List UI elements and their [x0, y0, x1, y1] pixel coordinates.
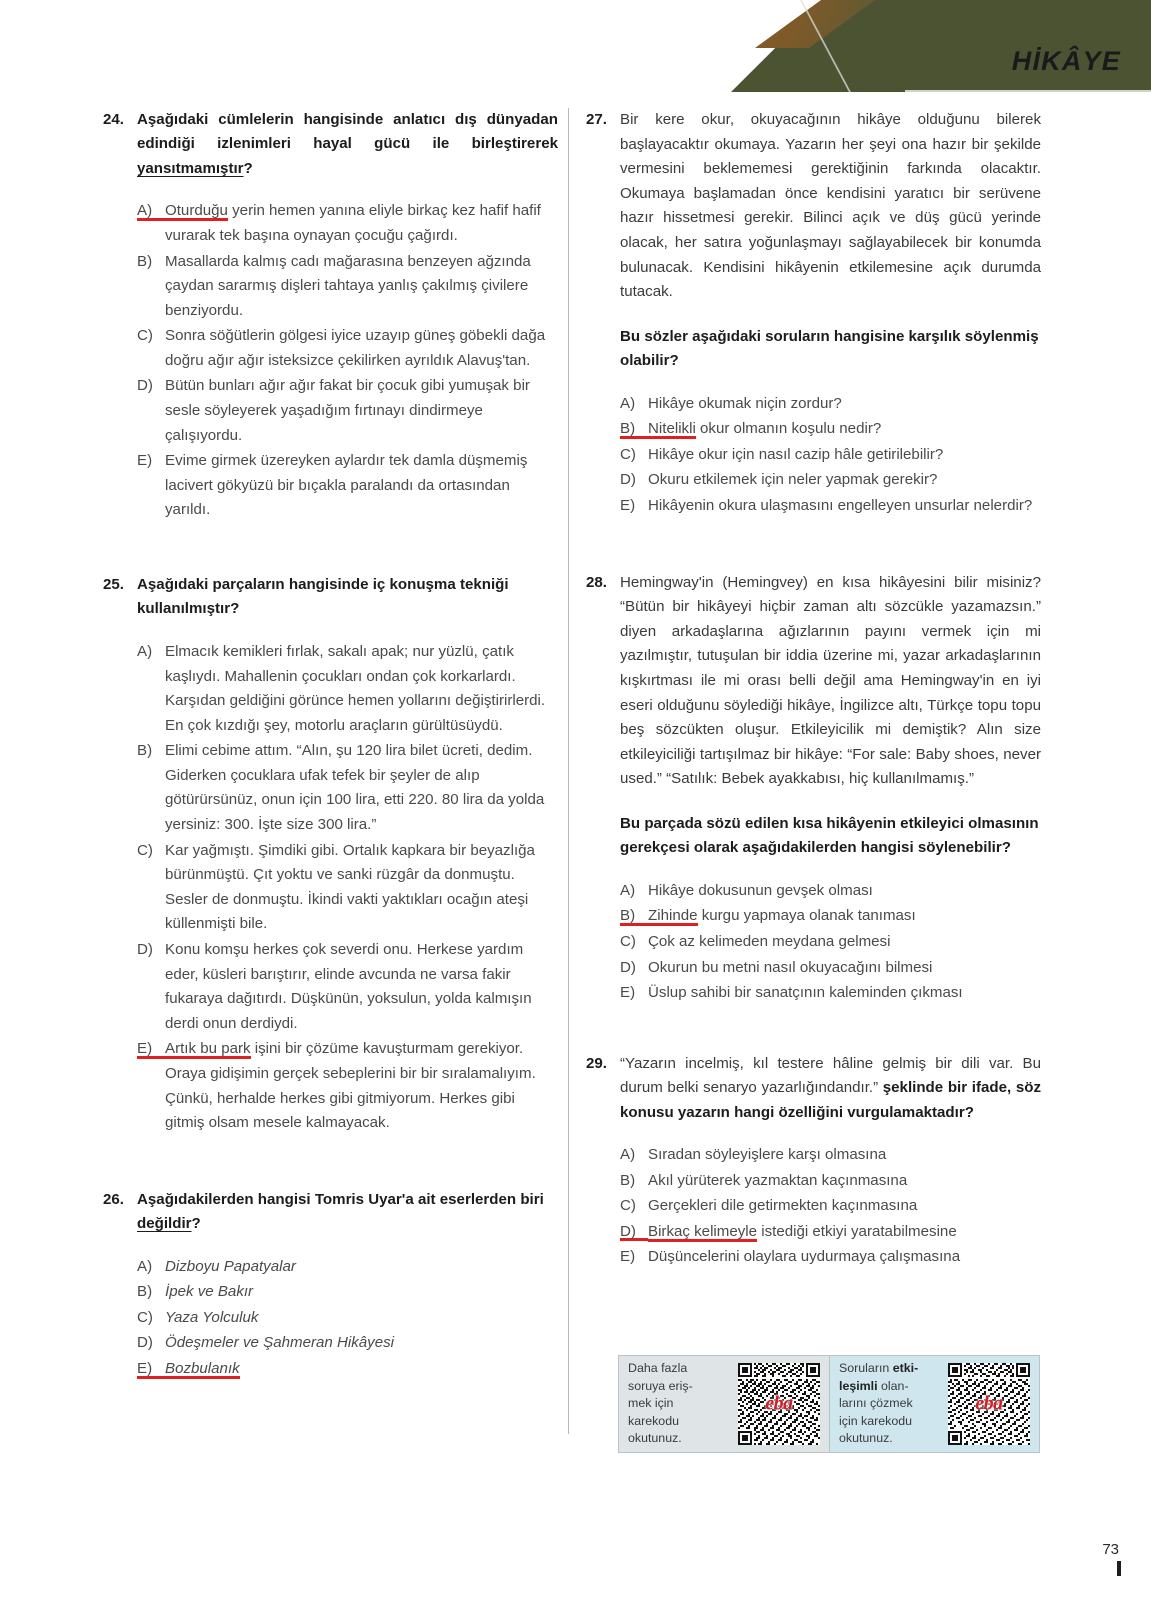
qr-box-b-text: [839, 1360, 942, 1448]
option-a[interactable]: [620, 1143, 1041, 1168]
option-b[interactable]: [137, 739, 558, 837]
option-c-text: Sonra söğütlerin gölgesi iyice uzayıp güneş göbekli dağa doğru ağır ağır isteksizce çekilirken ayrıldık Alavuş'tan.: [165, 327, 546, 369]
qr-b-line3: larını çözmek: [839, 1396, 913, 1411]
q24-prompt-underlined: yansıtmamıştır: [137, 159, 244, 177]
option-b-rest: okur olmanın koşulu nedir?: [695, 420, 882, 438]
option-d-letter: D): [137, 377, 153, 395]
option-e-text: [165, 1037, 558, 1135]
qr-a-line2: soruya eriş-: [628, 1378, 693, 1393]
option-a-highlight: Oturduğu: [165, 202, 228, 220]
qr-b-plain1: Soruların: [839, 1360, 893, 1375]
qr-code-icon[interactable]: [948, 1363, 1030, 1445]
option-b[interactable]: [620, 417, 1041, 442]
q26-prompt-part2: ?: [191, 1215, 201, 1233]
option-e-text: [165, 1357, 558, 1382]
option-c-letter: C): [137, 327, 153, 345]
option-e[interactable]: [620, 1245, 1041, 1270]
option-a[interactable]: [137, 1255, 558, 1280]
option-c-text: Çok az kelimeden meydana gelmesi: [648, 933, 891, 950]
option-d-letter: D): [620, 958, 636, 976]
option-d[interactable]: [620, 468, 1041, 493]
option-e-letter: E): [620, 984, 636, 1002]
left-column: [103, 108, 558, 1412]
option-a-letter: A): [137, 1257, 153, 1275]
question-25-number: 25.: [103, 576, 124, 594]
question-29: [586, 1052, 1041, 1270]
qr-footer: [618, 1355, 1040, 1453]
q26-prompt-part1: Aşağıdakilerden hangisi Tomris Uyar'a ait eserlerden biri: [137, 1190, 544, 1208]
option-a-text: Dizboyu Papatyalar: [165, 1257, 296, 1275]
qr-box-more-questions[interactable]: [619, 1356, 829, 1452]
question-29-number: 29.: [586, 1054, 607, 1072]
option-a-rest: yerin hemen yanına eliyle birkaç kez hafif hafif vurarak tek başına oynayan çocuğu çağırdı.: [165, 202, 541, 244]
option-c[interactable]: [137, 1306, 558, 1331]
option-e-rest: işini bir çözüme kavuşturmam gerekiyor. Oraya gidişimin gerçek sebeplerini bir bir sıralamalıyım. Çünkü, herhalde herkes gibi gitmiyorum. Herkes gibi gitmiş olsam mesele kalmayacak.: [165, 1040, 536, 1132]
qr-a-line1: Daha fazla: [628, 1360, 688, 1375]
option-a[interactable]: [137, 640, 558, 738]
option-e[interactable]: [137, 1037, 558, 1135]
option-d-letter: D): [620, 471, 636, 489]
option-b-letter: B): [620, 417, 648, 442]
question-27-options: [620, 392, 1041, 519]
option-d-letter: D): [137, 1334, 153, 1352]
question-24: [103, 108, 558, 523]
question-29-options: [620, 1143, 1041, 1270]
question-26-prompt: [137, 1188, 558, 1237]
option-e[interactable]: [137, 449, 558, 523]
option-a-text: Hikâye dokusunun gevşek olması: [648, 881, 873, 899]
question-24-options: [137, 199, 558, 523]
option-d-text: Ödeşmeler ve Şahmeran Hikâyesi: [165, 1334, 395, 1352]
option-c-text: Kar yağmıştı. Şimdiki gibi. Ortalık kapkara bir beyazlığa bürünmüştü. Çıt yoktu ve sanki rüzgâr da donmuştu. Sesler de donmuştu. İkindi vakti yaktıkları ocağın ateşi küllenmişti bile.: [165, 841, 535, 933]
qr-box-a-text: [628, 1360, 732, 1448]
page-title: HİKÂYE: [1011, 46, 1121, 76]
option-b-text: İpek ve Bakır: [165, 1283, 254, 1301]
option-c-text: Hikâye okur için nasıl cazip hâle getirilebilir?: [648, 445, 944, 463]
q29-quote-bold: şeklinde bir ifade, söz konusu yazarın hangi özelliğini vurgulamaktadır?: [620, 1079, 1042, 1121]
page-number-bar: [1117, 1561, 1121, 1576]
option-a-text: Hikâye okumak niçin zordur?: [648, 394, 842, 412]
qr-b-line2: [839, 1378, 942, 1396]
option-b[interactable]: [137, 250, 558, 324]
option-c-letter: C): [620, 445, 636, 463]
option-e[interactable]: [620, 494, 1041, 519]
option-b-highlight: Nitelikli: [648, 420, 696, 438]
option-a[interactable]: [137, 199, 558, 248]
qr-b-line5: okutunuz.: [839, 1431, 893, 1446]
option-e-letter: E): [137, 452, 153, 470]
option-a[interactable]: [620, 879, 1041, 904]
option-e-text: Hikâyenin okura ulaşmasını engelleyen unsurlar nelerdir?: [648, 497, 1033, 514]
q29-quote: “Yazarın incelmiş, kıl testere hâline gelmiş bir dili var. Bu durum belki senaryo yazarlığındandır.”: [620, 1054, 1041, 1097]
question-26: [103, 1188, 558, 1382]
option-c-letter: C): [137, 1308, 153, 1326]
option-d[interactable]: [137, 1331, 558, 1356]
option-c-text: Gerçekleri dile getirmekten kaçınmasına: [648, 1197, 918, 1215]
question-26-heading: [103, 1188, 558, 1237]
question-29-prompt: [620, 1052, 1041, 1125]
option-c-letter: C): [620, 933, 636, 950]
option-d-text: Okurun bu metni nasıl okuyacağını bilmesi: [648, 958, 933, 976]
option-c[interactable]: [137, 839, 558, 937]
option-d[interactable]: [620, 1220, 1041, 1245]
question-25: [103, 573, 558, 1136]
option-b-text: [648, 904, 1041, 929]
option-b-text: Akıl yürüterek yazmaktan kaçınmasına: [648, 1171, 908, 1189]
option-b-rest: kurgu yapmaya olanak tanıması: [697, 907, 916, 925]
qr-b-line4: için karekodu: [839, 1413, 913, 1428]
option-d[interactable]: [137, 374, 558, 448]
option-b[interactable]: [620, 1169, 1041, 1194]
option-b-letter: B): [137, 252, 153, 270]
question-28-heading: [586, 571, 1041, 792]
qr-code-icon[interactable]: [738, 1363, 820, 1445]
option-e-highlight: Bozbulanık: [165, 1360, 240, 1378]
option-b-letter: B): [620, 904, 648, 929]
option-b-highlight: Zihinde: [648, 907, 698, 925]
option-c-letter: C): [620, 1197, 636, 1215]
option-e-letter: E): [620, 1248, 636, 1266]
question-24-heading: [103, 108, 558, 181]
eba-logo: eba: [765, 1392, 793, 1415]
question-27-passage: Bir kere okur, okuyacağının hikâye olduğunu bilerek başlayacaktır okumaya. Yazarın her şeyi ona hazır bir şekilde vermesini beklememesi gerektiğinin farkında olacaktır. Okumaya başlamadan önce kendisini yaratıcı bir serüvene hazır hissetmesi gerekir. Bilinci açık ve düş gücü yerinde olacak, her satıra yoğunlaşmayı sağlayabilecek bir konumda bulunacak. Kendisini hikâyenin etkilemesine açık durumda tutacak.: [620, 111, 1041, 301]
column-divider: [568, 108, 569, 1434]
option-c-text: Yaza Yolculuk: [165, 1308, 259, 1326]
option-b-text: Masallarda kalmış cadı mağarasına benzeyen ağzında çaydan sararmış dişleri tahtaya yanlış çakılmış çivilere benziyordu.: [165, 252, 531, 319]
q26-prompt-underlined: değildir: [137, 1215, 192, 1233]
option-c-letter: C): [137, 841, 153, 859]
option-a-letter: A): [620, 881, 636, 899]
option-b-letter: B): [620, 1171, 636, 1189]
question-26-number: 26.: [103, 1190, 124, 1208]
question-27-heading: [586, 108, 1041, 305]
question-24-number: 24.: [103, 111, 124, 128]
qr-a-line3: mek için: [628, 1396, 674, 1411]
option-d[interactable]: [137, 938, 558, 1036]
qr-b-bold2: leşimli: [839, 1378, 878, 1393]
q24-prompt-part2: ?: [243, 159, 253, 177]
option-e[interactable]: [137, 1357, 558, 1382]
option-a-letter: A): [620, 1146, 636, 1164]
question-28: [586, 571, 1041, 1006]
qr-a-line4: karekodu: [628, 1413, 679, 1428]
option-e[interactable]: [620, 981, 1041, 1006]
qr-b-line1: [839, 1360, 942, 1378]
question-25-heading: [103, 573, 558, 622]
option-a-letter: A): [137, 642, 153, 660]
question-27-number: 27.: [586, 111, 607, 128]
option-e-text: Düşüncelerini olaylara uydurmaya çalışmasına: [648, 1248, 961, 1266]
option-d-text: [648, 1220, 1041, 1245]
option-b-text: [648, 417, 1041, 442]
option-b[interactable]: [620, 904, 1041, 929]
option-a-text: [165, 199, 558, 248]
eba-logo: eba: [975, 1392, 1003, 1415]
q24-prompt-part1: Aşağıdaki cümlelerin hangisinde anlatıcı dış dünyadan edindiği izlenimleri hayal gücü ile birleştirerek: [137, 111, 558, 153]
option-b[interactable]: [137, 1280, 558, 1305]
option-d-highlight: Birkaç kelimeyle: [648, 1222, 758, 1240]
option-c[interactable]: [620, 930, 1041, 955]
option-d-rest: istediği etkiyi yaratabilmesine: [757, 1222, 957, 1240]
header-underline-rule: [905, 90, 1151, 92]
content-columns: [0, 108, 1151, 1508]
option-d-letter: D): [620, 1220, 648, 1245]
option-b-text: Elimi cebime attım. “Alın, şu 120 lira bilet ücreti, dedim. Giderken çocuklara ufak tefek bir şeyler de alıp götürürsünüz, onun için 100 lira, etti 220. 80 lira da yolda yersiniz: 300. İşte size 300 lira.”: [165, 742, 545, 834]
option-d-text: Okuru etkilemek için neler yapmak gerekir?: [648, 471, 938, 489]
option-e-text: Üslup sahibi bir sanatçının kaleminden çıkması: [648, 984, 963, 1002]
option-b-letter: B): [137, 1283, 153, 1301]
question-26-options: [137, 1255, 558, 1382]
qr-box-interactive-questions[interactable]: [829, 1356, 1039, 1452]
option-c[interactable]: [137, 324, 558, 373]
question-27-subquestion: Bu sözler aşağıdaki soruların hangisine karşılık söylenmiş olabilir?: [620, 327, 1039, 370]
option-d[interactable]: [620, 956, 1041, 981]
option-c[interactable]: [620, 1194, 1041, 1219]
option-a-letter: A): [620, 394, 636, 412]
qr-b-bold1: etki-: [892, 1360, 919, 1375]
option-e-letter: E): [137, 1357, 165, 1382]
question-25-options: [137, 640, 558, 1136]
qr-b-plain2: olan-: [877, 1378, 909, 1393]
option-a[interactable]: [620, 392, 1041, 417]
option-d-letter: D): [137, 941, 153, 959]
question-29-heading: [586, 1052, 1041, 1125]
option-a-text: Elmacık kemikleri fırlak, sakalı apak; nur yüzlü, çatık kaşlıydı. Mahallenin çocukları ondan çok korkarlardı. Karşıdan geldiğini görünce hemen yollarını değiştirirlerdi. En çok kızdığı şey, motorlu araçların gürültüsüydü.: [165, 642, 546, 734]
option-b-letter: B): [137, 742, 153, 760]
option-c[interactable]: [620, 443, 1041, 468]
page-header: [0, 0, 1151, 96]
option-e-letter: E): [137, 1037, 165, 1062]
right-column: [586, 108, 1041, 1300]
question-28-number: 28.: [586, 573, 607, 591]
option-a-letter: A): [137, 199, 165, 224]
option-d-text: Konu komşu herkes çok severdi onu. Herkese yardım eder, küsleri barıştırır, elinde avcunda ne varsa fakir fukaraya dağıtırdı. Düşkünün, yoksulun, yolda kalmışın derdi onun derdiydi.: [165, 941, 532, 1032]
option-e-highlight: Artık bu park: [165, 1040, 251, 1058]
page-number: 73: [1102, 1541, 1119, 1558]
question-28-subquestion: Bu parçada sözü edilen kısa hikâyenin etkileyici olmasının gerekçesi olarak aşağıdakilerden hangisi söylenebilir?: [620, 814, 1039, 857]
option-e-text: Evime girmek üzereyken aylardır tek damla düşmemiş lacivert gökyüzü bir bıçakla paralandı da ortasından yarıldı.: [165, 452, 528, 519]
option-a-text: Sıradan söyleyişlere karşı olmasına: [648, 1146, 887, 1164]
question-24-prompt: [137, 108, 558, 181]
qr-a-line5: okutunuz.: [628, 1431, 682, 1446]
option-e-letter: E): [620, 497, 636, 514]
question-27: [586, 108, 1041, 519]
question-28-options: [620, 879, 1041, 1006]
question-28-passage: Hemingway'in (Hemingvey) en kısa hikâyesini bilir misiniz? “Bütün bir hikâyeyi hiçbir zaman altı sözcükle yazamazsın.” diyen arkadaşlarına ağızlarının payını vermek için mi yazılmıştır, tutuşulan bir iddia üzerine mi, yazar arkadaşlarının kışkırtması ile mi orası belli değil ama Hemingway'in en iyi eseri olduğunu söylediği hikâye, İngilizce altı, Türkçe topu topu beş sözcükten oluşur. Etkileyicilik mi demiştik? Alın size etkileyiciliği tartışılmaz bir hikâye: “For sale: Baby shoes, never used.” “Satılık: Bebek ayakkabısı, hiç kullanılmamış.”: [620, 573, 1041, 788]
option-d-text: Bütün bunları ağır ağır fakat bir çocuk gibi yumuşak bir sesle söyleyerek yaşadığım fırtınayı dindirmeye çalışıyordu.: [165, 377, 530, 444]
question-25-prompt: Aşağıdaki parçaların hangisinde iç konuşma tekniği kullanılmıştır?: [137, 576, 509, 618]
